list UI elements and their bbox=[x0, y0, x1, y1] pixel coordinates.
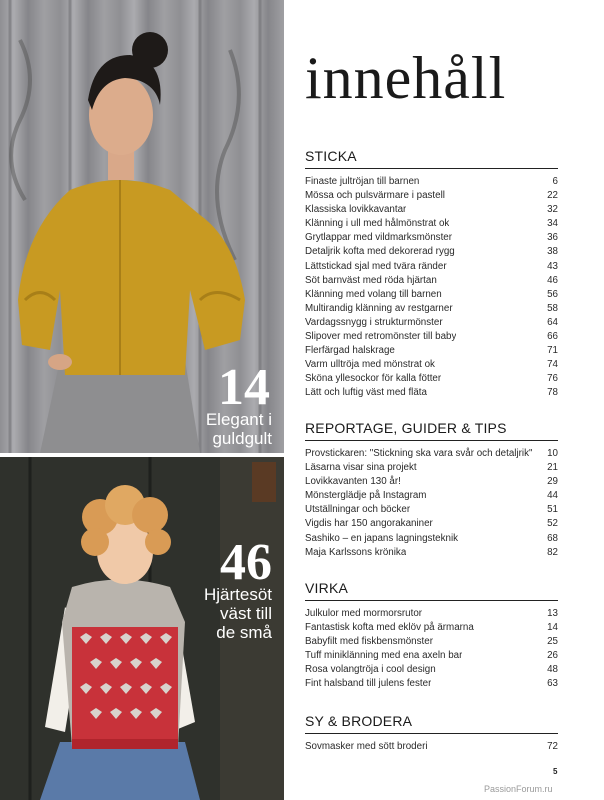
caption-line: de små bbox=[216, 623, 272, 642]
toc-entry-title: Tuff miniklänning med ena axeln bar bbox=[305, 650, 463, 662]
toc-entry-page: 46 bbox=[547, 274, 558, 286]
toc-entry-page: 63 bbox=[547, 678, 558, 690]
section-heading: SY & BRODERA bbox=[305, 713, 558, 734]
toc-entry bbox=[305, 372, 558, 386]
section-heading: STICKA bbox=[305, 148, 558, 169]
toc-entry bbox=[305, 288, 558, 302]
toc-entry-page: 22 bbox=[547, 190, 558, 202]
toc-entry-title: Klassiska lovikkavantar bbox=[305, 204, 407, 216]
toc-entry bbox=[305, 245, 558, 259]
toc-entry bbox=[305, 316, 558, 330]
toc-entry bbox=[305, 274, 558, 288]
toc-entry bbox=[305, 607, 558, 621]
toc-entry bbox=[305, 189, 558, 203]
toc-entry-page: 58 bbox=[547, 302, 558, 314]
feature-caption-top bbox=[180, 410, 272, 448]
toc-entry bbox=[305, 217, 558, 231]
section-sticka bbox=[305, 148, 558, 401]
toc-entry-title: Rosa volangtröja i cool design bbox=[305, 664, 436, 676]
toc-entry-page: 6 bbox=[552, 176, 558, 187]
toc-entry-page: 72 bbox=[547, 741, 558, 752]
toc-entry bbox=[305, 175, 558, 189]
toc-entry bbox=[305, 503, 558, 517]
photo-woman-mustard-sweater bbox=[0, 0, 284, 453]
toc-entry bbox=[305, 386, 558, 400]
toc-entry-title: Fantastisk kofta med eklöv på ärmarna bbox=[305, 622, 474, 634]
toc-entry-title: Babyfilt med fiskbensmönster bbox=[305, 636, 433, 648]
toc-entry-title: Multirandig klänning av restgarner bbox=[305, 302, 453, 314]
toc-entry-page: 13 bbox=[547, 608, 558, 619]
toc-entry-page: 48 bbox=[547, 664, 558, 676]
toc-entry bbox=[305, 663, 558, 677]
toc-entry-page: 26 bbox=[547, 650, 558, 662]
toc-entry-title: Klänning med volang till barnen bbox=[305, 288, 442, 300]
toc-entry-title: Vardagssnygg i strukturmönster bbox=[305, 316, 443, 328]
toc-entry-page: 68 bbox=[547, 532, 558, 544]
toc-entry-title: Finaste jultröjan till barnen bbox=[305, 176, 420, 187]
toc-entry bbox=[305, 649, 558, 663]
toc-entry bbox=[305, 489, 558, 503]
toc-entry-title: Julkulor med mormorsrutor bbox=[305, 608, 423, 619]
toc-list bbox=[305, 740, 558, 754]
toc-entry bbox=[305, 517, 558, 531]
toc-entry-page: 29 bbox=[547, 476, 558, 488]
toc-entry-title: Grytlappar med vildmarksmönster bbox=[305, 232, 452, 244]
toc-entry bbox=[305, 260, 558, 274]
toc-entry-page: 51 bbox=[547, 504, 558, 516]
toc-entry-title: Lovikkavanten 130 år! bbox=[305, 476, 401, 488]
toc-entry-page: 14 bbox=[547, 622, 558, 634]
toc-list bbox=[305, 607, 558, 692]
feature-number-bottom: 46 bbox=[220, 534, 272, 591]
toc-entry-title: Mössa och pulsvärmare i pastell bbox=[305, 190, 445, 202]
toc-entry-page: 43 bbox=[547, 260, 558, 272]
toc-entry-page: 10 bbox=[547, 448, 558, 459]
section-sy-brodera bbox=[305, 713, 558, 754]
toc-entry-title: Klänning i ull med hålmönstrat ok bbox=[305, 218, 450, 230]
feature-number-top: 14 bbox=[218, 359, 270, 416]
toc-entry bbox=[305, 740, 558, 754]
toc-entry-page: 74 bbox=[547, 359, 558, 371]
toc-entry bbox=[305, 532, 558, 546]
toc-entry-page: 34 bbox=[547, 218, 558, 230]
toc-entry-page: 38 bbox=[547, 246, 558, 258]
toc-entry bbox=[305, 231, 558, 245]
section-heading: REPORTAGE, GUIDER & TIPS bbox=[305, 420, 558, 441]
toc-entry-title: Lätt och luftig väst med fläta bbox=[305, 387, 427, 399]
toc-entry-title: Sashiko – en japans lagningsteknik bbox=[305, 532, 459, 544]
page-number: 5 bbox=[553, 767, 558, 776]
toc-entry-title: Läsarna visar sina projekt bbox=[305, 462, 417, 474]
section-reportage bbox=[305, 420, 558, 560]
toc-entry-page: 66 bbox=[547, 331, 558, 343]
toc-entry bbox=[305, 621, 558, 635]
toc-entry-title: Flerfärgad halskrage bbox=[305, 345, 395, 357]
toc-entry bbox=[305, 330, 558, 344]
toc-entry-page: 71 bbox=[547, 345, 558, 357]
toc-entry-title: Mönsterglädje på Instagram bbox=[305, 490, 427, 502]
section-heading: VIRKA bbox=[305, 580, 558, 601]
toc-entry-title: Vigdis har 150 angorakaniner bbox=[305, 518, 433, 530]
toc-entry bbox=[305, 203, 558, 217]
toc-entry-title: Fint halsband till julens fester bbox=[305, 678, 432, 690]
toc-entry-title: Sovmasker med sött broderi bbox=[305, 741, 428, 752]
toc-entry-page: 44 bbox=[547, 490, 558, 502]
toc-entry-title: Lättstickad sjal med tvära ränder bbox=[305, 260, 447, 272]
page-title: innehåll bbox=[305, 45, 507, 111]
toc-entry-page: 76 bbox=[547, 373, 558, 385]
toc-entry-page: 64 bbox=[547, 316, 558, 328]
toc-entry-title: Slipover med retromönster till baby bbox=[305, 331, 457, 343]
toc-entry-title: Söt barnväst med röda hjärtan bbox=[305, 274, 437, 286]
toc-entry-page: 25 bbox=[547, 636, 558, 648]
toc-entry-title: Provstickaren: "Stickning ska vara svår och detaljrik" bbox=[305, 448, 533, 459]
toc-entry-page: 82 bbox=[547, 546, 558, 558]
toc-entry bbox=[305, 635, 558, 649]
caption-line: väst till bbox=[220, 604, 272, 623]
toc-entry bbox=[305, 546, 558, 560]
toc-entry bbox=[305, 302, 558, 316]
toc-entry-page: 36 bbox=[547, 232, 558, 244]
feature-caption-bottom bbox=[180, 585, 272, 642]
toc-entry bbox=[305, 677, 558, 691]
toc-entry-title: Detaljrik kofta med dekorerad rygg bbox=[305, 246, 455, 258]
caption-line: Hjärtesöt bbox=[203, 585, 272, 604]
toc-entry-title: Utställningar och böcker bbox=[305, 504, 411, 516]
toc-entry bbox=[305, 475, 558, 489]
toc-entry-page: 21 bbox=[547, 462, 558, 474]
toc-entry-title: Varm ulltröja med mönstrat ok bbox=[305, 359, 435, 371]
toc-entry bbox=[305, 358, 558, 372]
watermark: PassionForum.ru bbox=[484, 784, 553, 794]
toc-entry-page: 32 bbox=[547, 204, 558, 216]
toc-entry-page: 56 bbox=[547, 288, 558, 300]
toc-entry bbox=[305, 461, 558, 475]
toc-list bbox=[305, 175, 558, 401]
section-virka bbox=[305, 580, 558, 692]
toc-entry-title: Maja Karlssons krönika bbox=[305, 546, 407, 558]
toc-list bbox=[305, 447, 558, 560]
toc-entry-page: 78 bbox=[547, 387, 558, 399]
caption-line: guldgult bbox=[212, 429, 272, 448]
toc-entry bbox=[305, 447, 558, 461]
toc-entry-page: 52 bbox=[547, 518, 558, 530]
photo-column bbox=[0, 0, 284, 800]
toc-entry-title: Sköna yllesockor för kalla fötter bbox=[305, 373, 442, 385]
toc-entry bbox=[305, 344, 558, 358]
caption-line: Elegant i bbox=[205, 410, 272, 429]
photo-child-heart-vest bbox=[0, 457, 284, 800]
